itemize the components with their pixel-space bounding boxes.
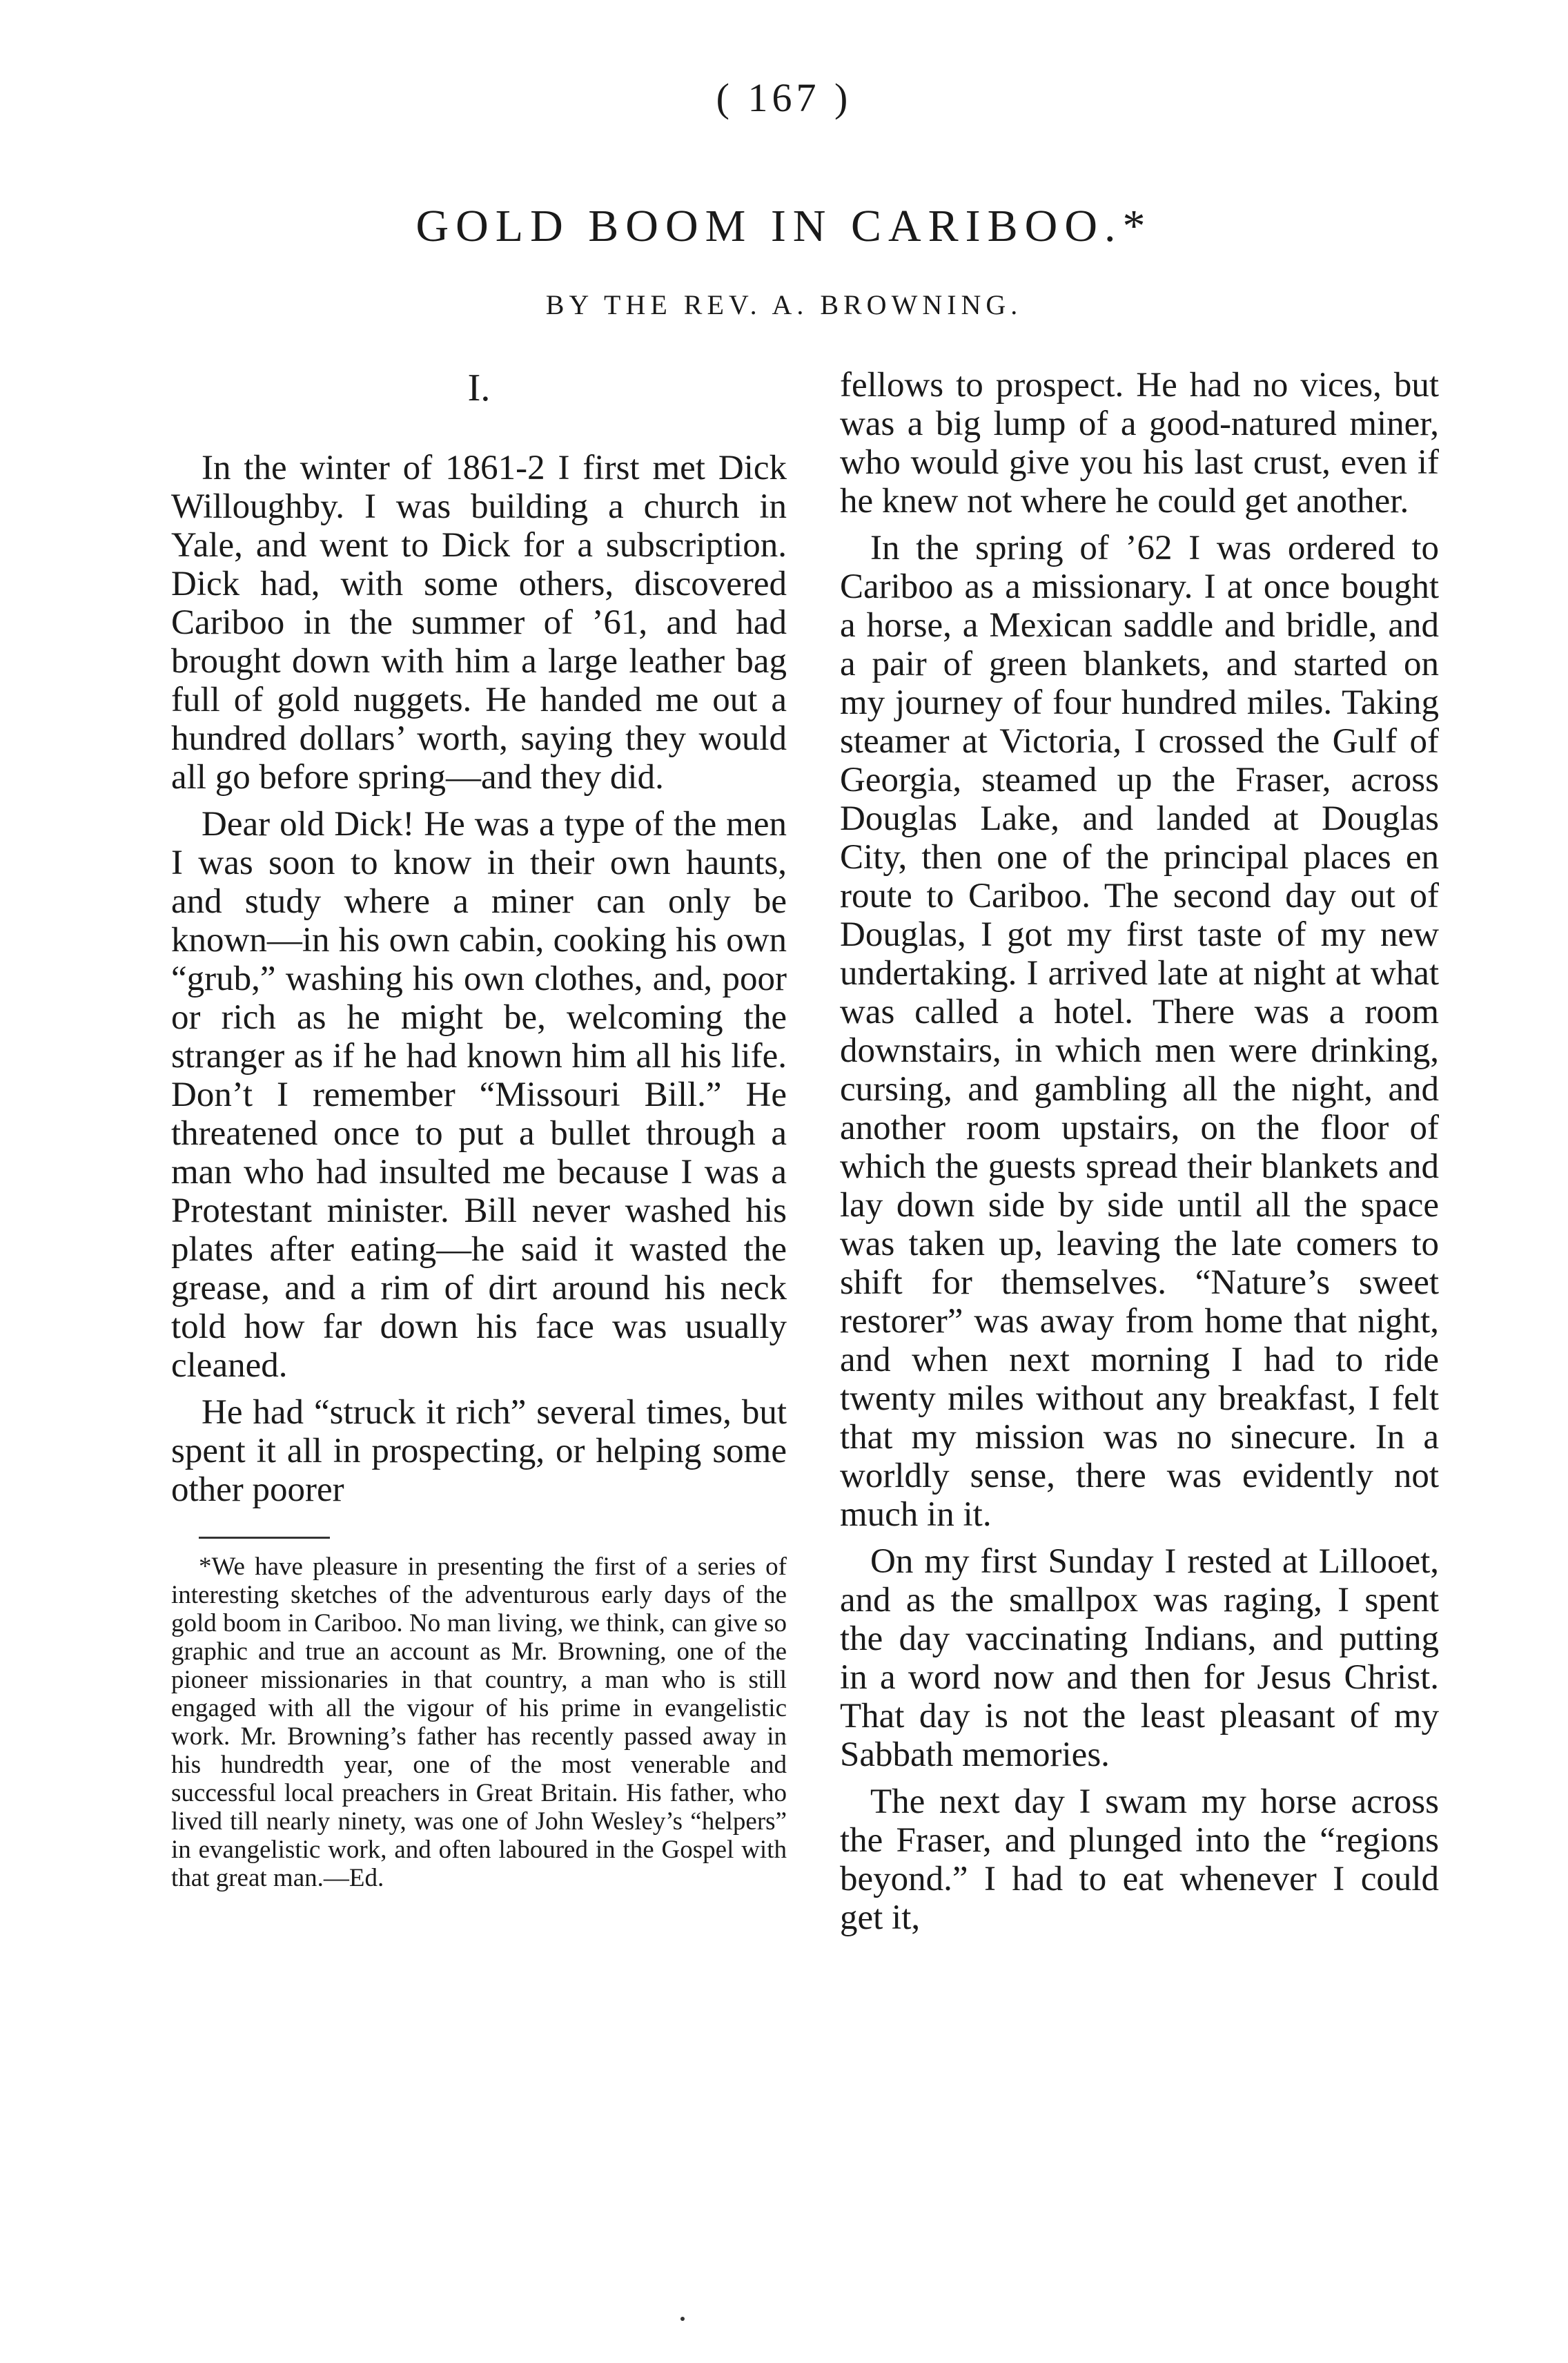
- left-column: [171, 366, 787, 1892]
- print-mark: [680, 2317, 685, 2321]
- article-byline: BY THE REV. A. BROWNING.: [545, 289, 1023, 320]
- paragraph: He had “struck it rich” several times, but spent it all in prospecting, or helping some other poorer: [171, 1393, 787, 1509]
- paragraph: fellows to prospect. He had no vices, but was a big lump of a good-natured miner, who would give you his last crust, even if he knew not where he could get another.: [840, 366, 1439, 521]
- paragraph: On my first Sunday I rested at Lillooet, and as the smallpox was raging, I spent the day vaccinating Indians, and putting in a word now and then for Jesus Christ. That day is not the least pleasant of my Sabbath memories.: [840, 1542, 1439, 1774]
- paragraph: In the winter of 1861-2 I first met Dick Willoughby. I was building a church in Yale, and went to Dick for a subscription. Dick had, with some others, discovered Cariboo in the summer of ’61, and had brought down with him a large leather bag full of gold nuggets. He handed me out a hundred dollars’ worth, saying they would all go before spring—and they did.: [171, 449, 787, 797]
- page-number: ( 167 ): [716, 75, 852, 120]
- section-numeral: I.: [467, 367, 491, 409]
- paragraph: In the spring of ’62 I was ordered to Cariboo as a missionary. I at once bought a horse, a Mexican saddle and bridle, and a pair of green blankets, and started on my journey of four hundred miles. Taking steamer at Victoria, I crossed the Gulf of Georgia, steamed up the Fraser, across Douglas Lake, and landed at Douglas City, then one of the principal places en route to Cariboo. The second day out of Douglas, I got my first taste of my new undertaking. I arrived late at night at what was called a hotel. There was a room downstairs, in which men were drinking, cursing, and gambling all the night, and another room upstairs, on the floor of which the guests spread their blankets and lay down side by side until all the space was taken up, leaving the late comers to shift for themselves. “Nature’s sweet restorer” was away from home that night, and when next morning I had to ride twenty miles without any breakfast, I felt that my mission was no sinecure. In a worldly sense, there was evidently not much in it.: [840, 529, 1439, 1534]
- paragraph: Dear old Dick! He was a type of the men I was soon to know in their own haunts, and study where a miner can only be known—in his own cabin, cooking his own “grub,” washing his own clothes, and, poor or rich as he might be, welcoming the stranger as if he had known him all his life. Don’t I remember “Missouri Bill.” He threatened once to put a bullet through a man who had insulted me because I was a Protestant minister. Bill never washed his plates after eating—he said it wasted the grease, and a rim of dirt around his neck told how far down his face was usually cleaned.: [171, 805, 787, 1385]
- article-title: GOLD BOOM IN CARIBOO.*: [415, 201, 1153, 251]
- paragraph: The next day I swam my horse across the Fraser, and plunged into the “regions beyond.” I had to eat whenever I could get it,: [840, 1782, 1439, 1937]
- footnote-divider: [199, 1537, 330, 1539]
- footnote: *We have pleasure in presenting the first of a series of interesting sketches of the adventurous early days of the gold boom in Cariboo. No man living, we think, can give so graphic and true an account as Mr. Browning, one of the pioneer missionaries in that country, a man who is still engaged with all the vigour of his prime in evangelistic work. Mr. Browning’s father has recently passed away in his hundredth year, one of the most venerable and successful local preachers in Great Britain. His father, who lived till nearly ninety, was one of John Wesley’s “helpers” in evangelistic work, and often laboured in the Gospel with that great man.—Ed.: [171, 1553, 787, 1892]
- right-column: [840, 366, 1439, 1937]
